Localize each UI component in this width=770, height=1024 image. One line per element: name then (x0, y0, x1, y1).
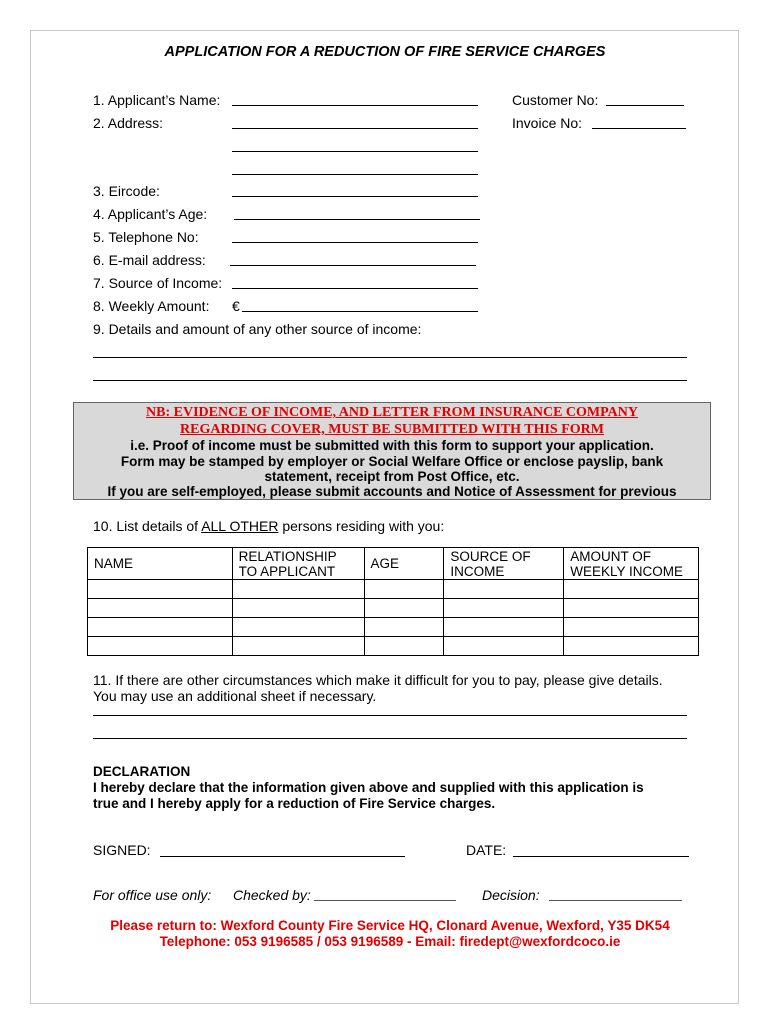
q11-line-2: You may use an additional sheet if necessary. (93, 688, 377, 704)
table-cell[interactable] (88, 580, 233, 599)
telephone-line[interactable] (232, 242, 478, 243)
notice-line-4: Form may be stamped by employer or Social Welfare Office or enclose payslip, bank (120, 454, 664, 469)
table-cell[interactable] (564, 599, 699, 618)
table-row (88, 618, 699, 637)
address-line-2[interactable] (232, 151, 478, 152)
address-line-3[interactable] (232, 174, 478, 175)
invoice-no-label: Invoice No: (512, 115, 583, 131)
euro-symbol: € (232, 298, 240, 314)
weekly-amount-label: 8. Weekly Amount: (93, 298, 210, 314)
table-cell[interactable] (444, 599, 564, 618)
notice-line-5: statement, receipt from Post Office, etc. (264, 469, 520, 484)
circumstances-line-2[interactable] (93, 738, 687, 739)
other-income-line-2[interactable] (93, 380, 687, 381)
column-header-weekly-income: AMOUNT OF WEEKLY INCOME (564, 548, 699, 580)
notice-red-line-2: REGARDING COVER, MUST BE SUBMITTED WITH THIS FORM (180, 422, 604, 437)
checked-by-label: Checked by: (233, 887, 311, 903)
table-cell[interactable] (232, 599, 364, 618)
q10-label: 10. List details of ALL OTHER persons residing with you: (93, 518, 445, 534)
return-contact: Telephone: 053 9196585 / 053 9196589 - Email: firedept@wexfordcoco.ie (159, 934, 621, 949)
signature-line[interactable] (160, 856, 405, 857)
table-cell[interactable] (564, 618, 699, 637)
email-line[interactable] (230, 265, 476, 266)
column-header-source-of-income: SOURCE OF INCOME (444, 548, 564, 580)
applicant-age-label: 4. Applicant’s Age: (93, 206, 208, 222)
table-cell[interactable] (232, 637, 364, 656)
table-cell[interactable] (564, 637, 699, 656)
table-row (88, 580, 699, 599)
column-header-age: AGE (364, 548, 444, 580)
table-cell[interactable] (364, 599, 444, 618)
signed-label: SIGNED: (93, 842, 151, 858)
table-cell[interactable] (444, 618, 564, 637)
return-address: Please return to: Wexford County Fire Service HQ, Clonard Avenue, Wexford, Y35 DK54 (110, 918, 670, 933)
source-of-income-line[interactable] (232, 288, 478, 289)
address-label: 2. Address: (93, 115, 164, 131)
notice-line-6: If you are self-employed, please submit accounts and Notice of Assessment for previous (107, 484, 677, 499)
applicant-name-label: 1. Applicant’s Name: (93, 92, 221, 108)
declaration-line-1: I hereby declare that the information given above and supplied with this application is (93, 780, 644, 795)
table-cell[interactable] (88, 637, 233, 656)
evidence-notice-box (73, 402, 711, 500)
weekly-amount-line[interactable] (242, 311, 478, 312)
table-cell[interactable] (232, 618, 364, 637)
table-cell[interactable] (88, 599, 233, 618)
declaration-line-2: true and I hereby apply for a reduction of Fire Service charges. (93, 796, 496, 811)
applicant-name-line[interactable] (232, 105, 478, 106)
persons-table (87, 547, 699, 656)
table-cell[interactable] (88, 618, 233, 637)
circumstances-line-1[interactable] (93, 715, 687, 716)
table-row (88, 637, 699, 656)
date-label: DATE: (466, 842, 507, 858)
table-cell[interactable] (364, 637, 444, 656)
address-line-1[interactable] (232, 128, 478, 129)
source-of-income-label: 7. Source of Income: (93, 275, 223, 291)
telephone-label: 5. Telephone No: (93, 229, 199, 245)
invoice-no-line[interactable] (592, 128, 686, 129)
decision-line[interactable] (549, 900, 682, 901)
table-cell[interactable] (364, 618, 444, 637)
customer-no-label: Customer No: (512, 92, 599, 108)
form-title: APPLICATION FOR A REDUCTION OF FIRE SERVICE CHARGES (164, 44, 606, 60)
table-cell[interactable] (444, 580, 564, 599)
applicant-age-line[interactable] (234, 219, 480, 220)
table-cell[interactable] (444, 637, 564, 656)
eircode-label: 3. Eircode: (93, 183, 160, 199)
customer-no-line[interactable] (606, 105, 684, 106)
column-header-name: NAME (88, 548, 233, 580)
notice-red-line-1: NB: EVIDENCE OF INCOME, AND LETTER FROM INSURANCE COMPANY (146, 405, 638, 420)
date-line[interactable] (513, 856, 689, 857)
declaration-heading: DECLARATION (93, 764, 191, 779)
table-header-row (88, 548, 699, 580)
office-use-label: For office use only: (93, 887, 212, 903)
checked-by-line[interactable] (314, 900, 456, 901)
other-income-line-1[interactable] (93, 357, 687, 358)
other-income-label: 9. Details and amount of any other source of income: (93, 321, 422, 337)
decision-label: Decision: (482, 887, 540, 903)
q11-line-1: 11. If there are other circumstances which make it difficult for you to pay, please give details. (93, 672, 663, 688)
table-cell[interactable] (364, 580, 444, 599)
column-header-relationship: RELATIONSHIP TO APPLICANT (232, 548, 364, 580)
table-cell[interactable] (564, 580, 699, 599)
table-row (88, 599, 699, 618)
table-cell[interactable] (232, 580, 364, 599)
email-label: 6. E-mail address: (93, 252, 206, 268)
eircode-line[interactable] (232, 196, 478, 197)
notice-line-3: i.e. Proof of income must be submitted with this form to support your application. (130, 438, 654, 453)
